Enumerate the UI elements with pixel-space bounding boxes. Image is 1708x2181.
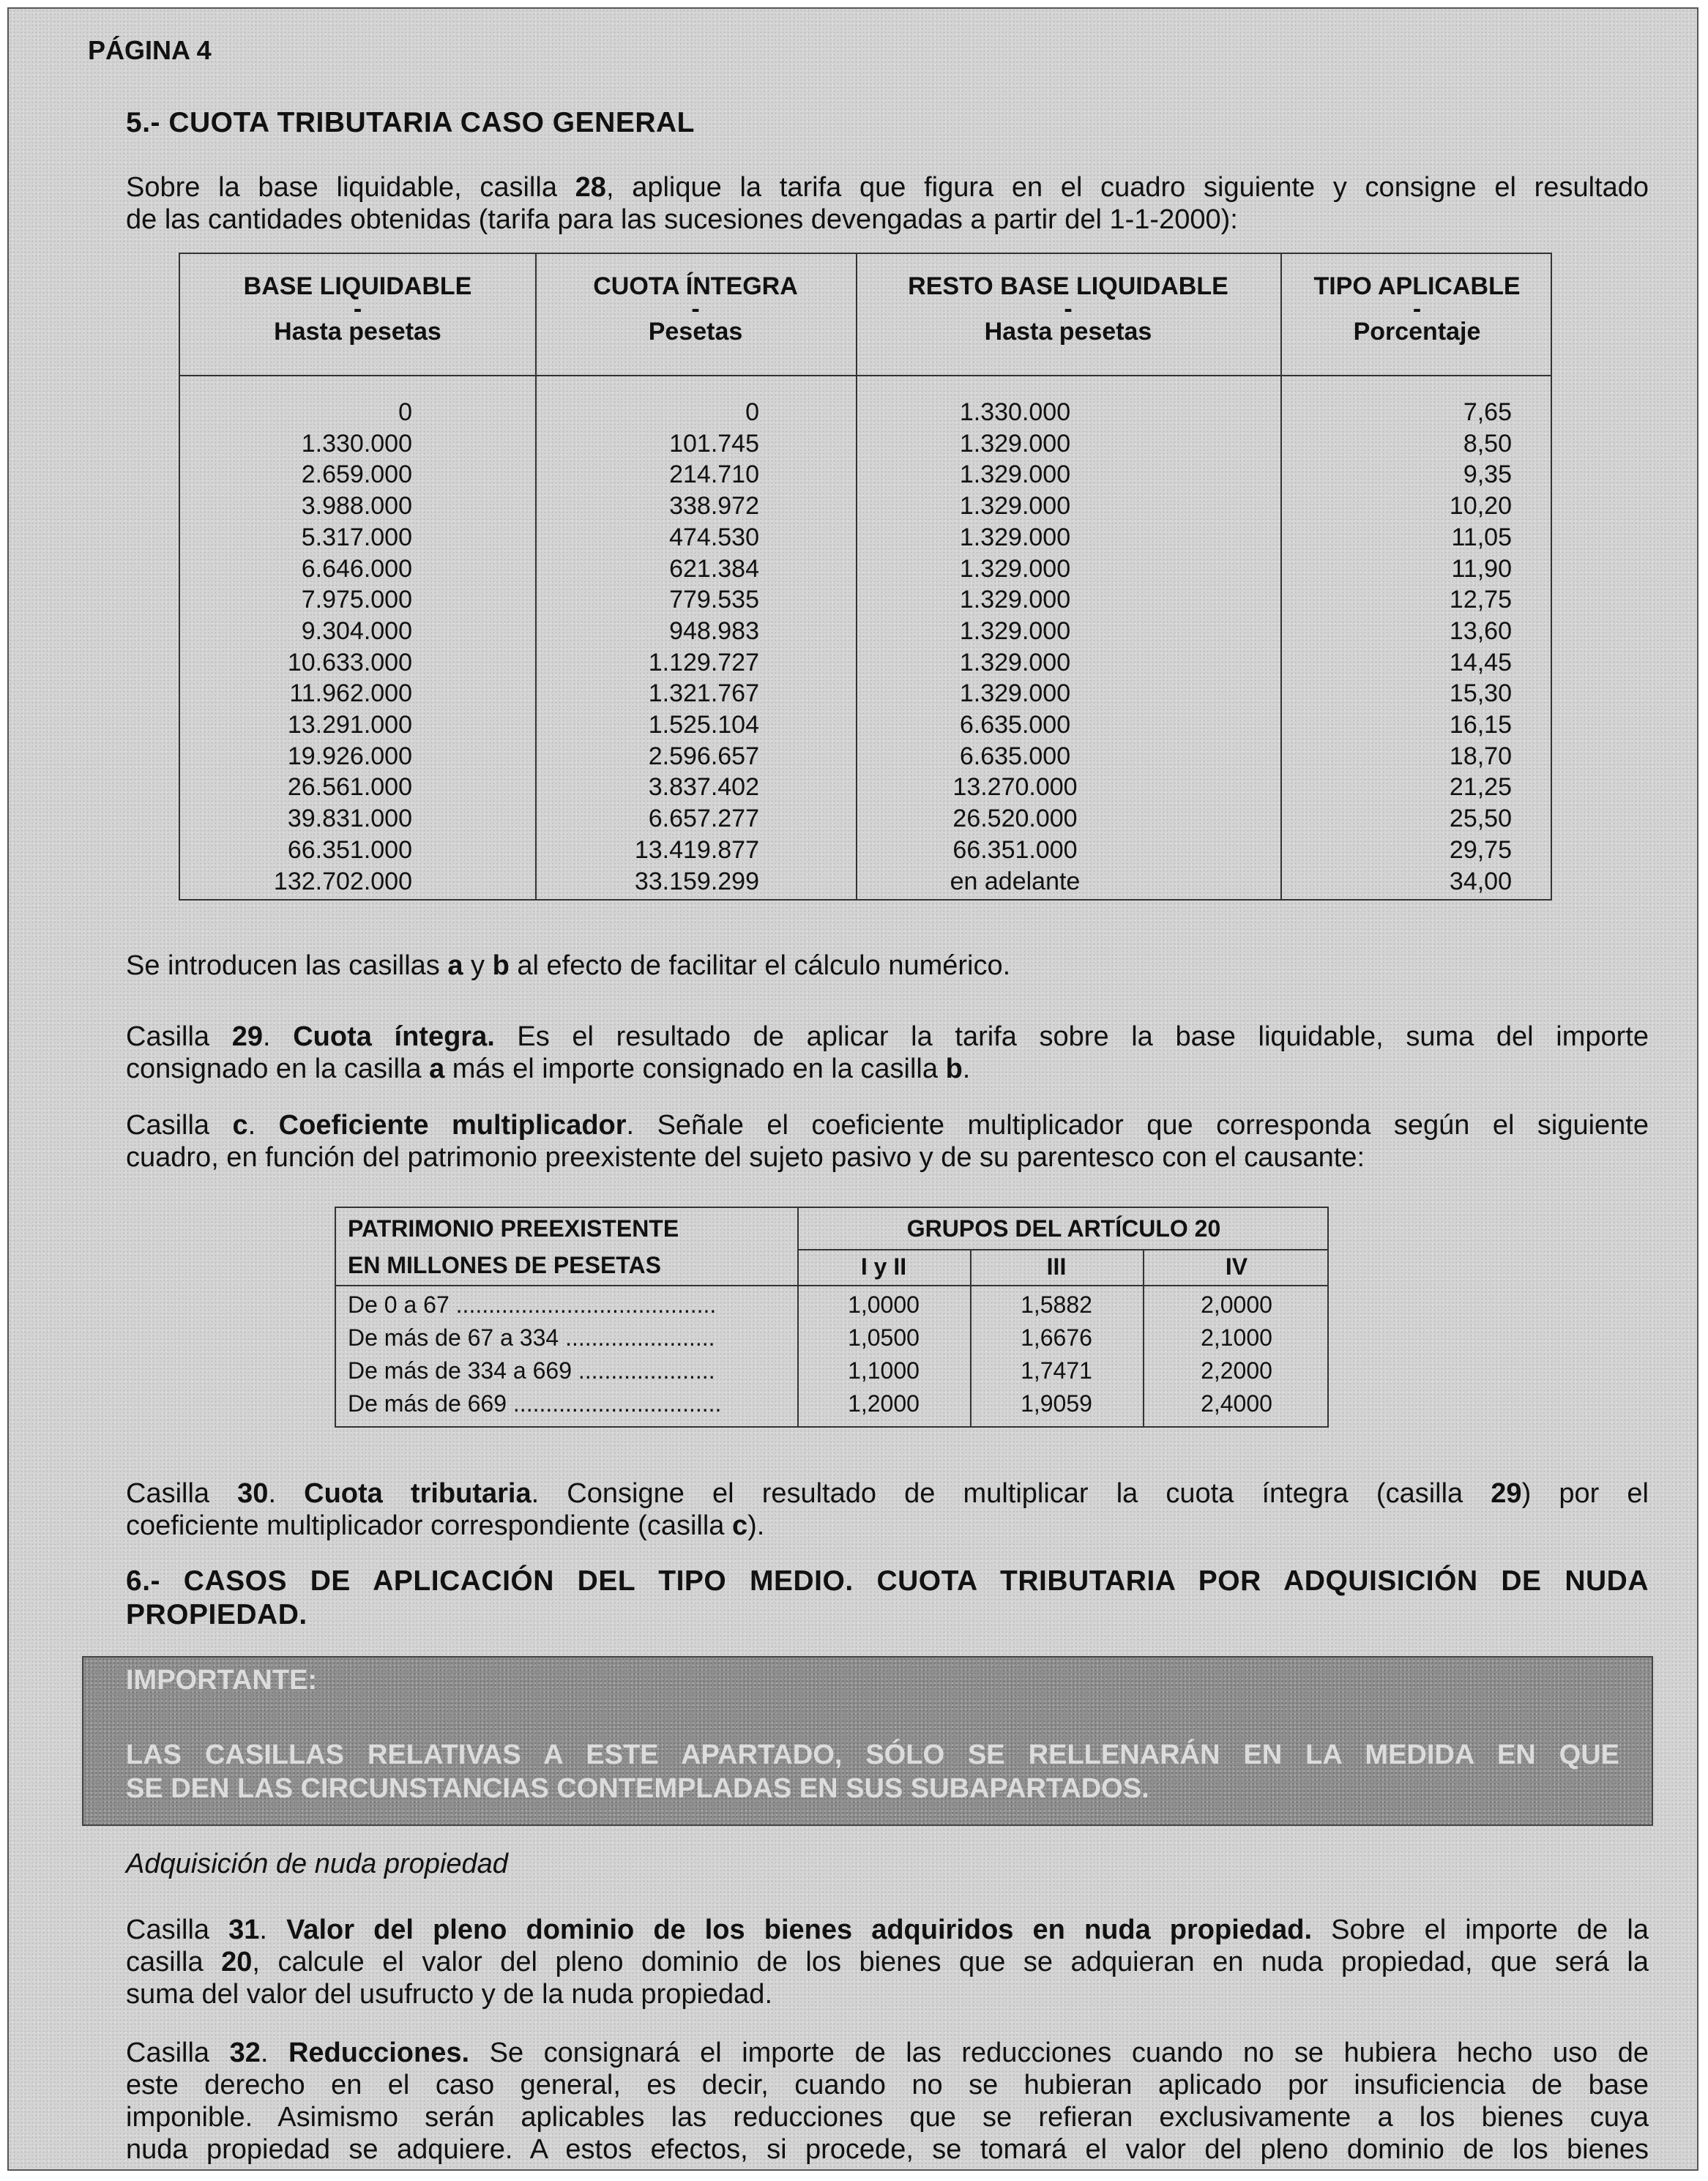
tarifa-cell-cuota-1: 101.745 [669,429,759,458]
tarifa-cell-resto-1: 1.329.000 [959,429,1071,458]
tarifa-cell-resto-14: 66.351.000 [952,835,1078,864]
intro-line-2: de las cantidades obtenidas (tarifa para las sucesiones devengadas a partir del 1-1-2000): [126,204,1238,235]
tarifa-cell-tipo-15: 34,00 [1449,867,1512,895]
col-header-iv: IV [1225,1253,1248,1280]
col-header-iii: III [1046,1253,1067,1280]
coef-value-0-2: 2,0000 [1201,1291,1272,1318]
grupos-header: GRUPOS DEL ARTÍCULO 20 [906,1215,1221,1242]
coef-row-label-1: De más de 67 a 334 ....................... [348,1324,715,1351]
tarifa-cell-resto-10: 6.635.000 [959,711,1071,739]
tarifa-cell-resto-3: 1.329.000 [959,492,1071,521]
tarifa-cell-tipo-0: 7,65 [1463,398,1512,426]
tarifa-cell-cuota-0: 0 [745,398,759,426]
tarifa-cell-base-15: 132.702.000 [273,867,412,895]
tarifa-cell-tipo-4: 11,05 [1451,523,1512,551]
tarifa-cell-cuota-12: 3.837.402 [648,773,759,802]
tarifa-cell-resto-4: 1.329.000 [959,523,1071,551]
coef-value-2-1: 1,7471 [1021,1357,1092,1384]
tarifa-cell-tipo-1: 8,50 [1463,429,1512,458]
tarifa-cell-base-6: 7.975.000 [301,586,412,614]
tarifa-cell-base-9: 11.962.000 [289,679,412,708]
coef-value-1-0: 1,0500 [848,1324,920,1351]
tarifa-cell-base-1: 1.330.000 [301,429,412,458]
tarifa-table [179,253,1552,901]
tarifa-cell-cuota-2: 214.710 [669,461,759,489]
tarifa-cell-resto-9: 1.329.000 [959,679,1071,708]
tarifa-cell-base-13: 39.831.000 [287,805,412,833]
patrimonio-header-1: PATRIMONIO PREEXISTENTE [348,1215,679,1242]
tarifa-cell-resto-12: 13.270.000 [952,773,1078,802]
tarifa-cell-cuota-11: 2.596.657 [648,742,759,770]
col-header-i-ii: I y II [860,1253,907,1280]
tarifa-cell-resto-0: 1.330.000 [959,398,1071,426]
tarifa-cell-base-8: 10.633.000 [287,648,412,676]
tarifa-cell-tipo-8: 14,45 [1449,648,1512,676]
coef-value-3-0: 1,2000 [848,1390,920,1417]
tarifa-cell-resto-2: 1.329.000 [959,461,1071,489]
coef-value-0-0: 1,0000 [848,1291,920,1318]
important-text: LAS CASILLAS RELATIVAS A ESTE APARTADO, SÓLO SE RELLENARÁN EN LA MEDIDA EN QUE SE DEN LAS CIRCUNSTANCIAS CONTEMPLADAS EN SUS SUBAPARTADOS. [126,1740,1619,1804]
section-6-title: 6.- CASOS DE APLICACIÓN DEL TIPO MEDIO. CUOTA TRIBUTARIA POR ADQUISICIÓN DE NUDA PROPIEDAD. [126,1565,1649,1630]
column-cuota-integra [535,397,759,897]
section-5-title: 5.- CUOTA TRIBUTARIA CASO GENERAL [126,107,695,138]
tarifa-cell-tipo-13: 25,50 [1449,805,1512,833]
coef-value-2-2: 2,2000 [1201,1357,1272,1384]
tarifa-cell-base-14: 66.351.000 [287,835,412,864]
tarifa-cell-tipo-2: 9,35 [1463,461,1512,489]
tarifa-cell-cuota-3: 338.972 [669,492,759,521]
tarifa-cell-tipo-5: 11,90 [1451,554,1512,583]
tarifa-cell-cuota-15: 33.159.299 [634,867,759,895]
tarifa-cell-tipo-3: 10,20 [1449,492,1512,521]
tarifa-cell-cuota-13: 6.657.277 [648,805,759,833]
tarifa-cell-cuota-10: 1.525.104 [648,711,759,739]
tarifa-cell-tipo-14: 29,75 [1449,835,1512,864]
tarifa-cell-base-12: 26.561.000 [287,773,412,802]
coef-row-label-0: De 0 a 67 ........................................ [348,1291,717,1318]
tarifa-cell-resto-5: 1.329.000 [959,554,1071,583]
tarifa-cell-resto-13: 26.520.000 [952,805,1078,833]
important-label: IMPORTANTE: [126,1665,318,1696]
patrimonio-header-2: EN MILLONES DE PESETAS [348,1252,661,1278]
subheading-nuda-propiedad: Adquisición de nuda propiedad [126,1849,508,1879]
tarifa-cell-cuota-8: 1.129.727 [648,648,759,676]
paragraph-casilla-30: Casilla 30. Cuota tributaria. Consigne el resultado de multiplicar la cuota íntegra (casilla 29) por el coeficiente multiplicador correspondiente (casilla c). [126,1478,1649,1541]
column-resto-base [856,397,1174,897]
tarifa-cell-tipo-7: 13,60 [1449,616,1512,645]
tarifa-cell-resto-11: 6.635.000 [959,742,1071,770]
paragraph-casillas-ab: Se introducen las casillas a y b al efecto de facilitar el cálculo numérico. [126,950,1011,981]
coef-row-label-2: De más de 334 a 669 ..................... [348,1357,715,1384]
tarifa-cell-base-7: 9.304.000 [301,616,412,645]
tarifa-cell-resto-7: 1.329.000 [959,616,1071,645]
column-base-liquidable [180,397,412,897]
coef-value-3-1: 1,9059 [1021,1390,1092,1417]
section-5-intro [126,171,1649,236]
header-cuota-integra: CUOTA ÍNTEGRA - Pesetas [593,272,798,346]
coef-row-label-3: De más de 669 ................................ [348,1390,722,1417]
tarifa-cell-base-10: 13.291.000 [287,711,412,739]
header-resto-base: RESTO BASE LIQUIDABLE - Hasta pesetas [908,272,1228,346]
intro-line-1: Sobre la base liquidable, casilla 28, aplique la tarifa que figura en el cuadro siguiente y consigne el resultado [126,172,1649,203]
tarifa-cell-tipo-9: 15,30 [1449,679,1512,708]
tarifa-cell-tipo-6: 12,75 [1449,586,1512,614]
column-tipo-aplicable [1280,397,1512,897]
document-page [7,7,1698,2171]
coef-value-2-0: 1,1000 [848,1357,920,1384]
coeficiente-table [335,1207,1329,1428]
tarifa-cell-base-4: 5.317.000 [301,523,412,551]
tarifa-cell-cuota-5: 621.384 [669,554,759,583]
tarifa-cell-tipo-12: 21,25 [1449,773,1512,802]
tarifa-cell-resto-8: 1.329.000 [959,648,1071,676]
page-label: PÁGINA 4 [88,35,212,65]
tarifa-cell-cuota-14: 13.419.877 [634,835,759,864]
coef-value-1-2: 2,1000 [1201,1324,1272,1351]
header-tipo-aplicable: TIPO APLICABLE - Porcentaje [1313,272,1521,346]
paragraph-casilla-c: Casilla c. Coeficiente multiplicador. Señale el coeficiente multiplicador que corresponda según el siguiente cuadro, en función del patrimonio preexistente del sujeto pasivo y de su parentesco con el causante: [126,1110,1649,1173]
important-notice [82,1656,1653,1826]
coef-value-1-1: 1,6676 [1021,1324,1092,1351]
tarifa-cell-tipo-10: 16,15 [1449,711,1512,739]
tarifa-cell-base-11: 19.926.000 [287,742,412,770]
tarifa-cell-resto-6: 1.329.000 [959,586,1071,614]
coef-value-0-1: 1,5882 [1021,1291,1092,1318]
tarifa-cell-cuota-4: 474.530 [669,523,759,551]
tarifa-cell-resto-15: en adelante [950,867,1081,895]
tarifa-cell-base-0: 0 [398,398,412,426]
tarifa-cell-base-2: 2.659.000 [301,461,412,489]
paragraph-casilla-32: Casilla 32. Reducciones. Se consignará el importe de las reducciones cuando no se hubiera hecho uso de este derecho en el caso general, es decir, cuando no se hubieran aplicado por insuficiencia de base imponible. Asimismo serán aplicables las reducciones que se refieran exclusivamente a los bienes cuya nuda propiedad se adquiere. A estos efectos, si procede, se tomará el valor del pleno dominio de los bienes [126,2038,1649,2165]
tarifa-cell-cuota-7: 948.983 [669,616,759,645]
paragraph-casilla-31: Casilla 31. Valor del pleno dominio de los bienes adquiridos en nuda propiedad. Sobre el importe de la casilla 20, calcule el valor del pleno dominio de los bienes que se adquieran en nuda propiedad, que será la suma del valor del usufructo y de la nuda propiedad. [126,1915,1649,2010]
header-base-liquidable: BASE LIQUIDABLE - Hasta pesetas [243,272,472,346]
tarifa-cell-base-3: 3.988.000 [301,492,412,521]
tarifa-cell-cuota-9: 1.321.767 [648,679,759,708]
tarifa-cell-tipo-11: 18,70 [1449,742,1512,770]
paragraph-casilla-29: Casilla 29. Cuota íntegra. Es el resultado de aplicar la tarifa sobre la base liquidable, suma del importe consignado en la casilla a más el importe consignado en la casilla b. [126,1021,1649,1084]
tarifa-cell-cuota-6: 779.535 [669,586,759,614]
coef-value-3-2: 2,4000 [1201,1390,1272,1417]
tarifa-cell-base-5: 6.646.000 [301,554,412,583]
